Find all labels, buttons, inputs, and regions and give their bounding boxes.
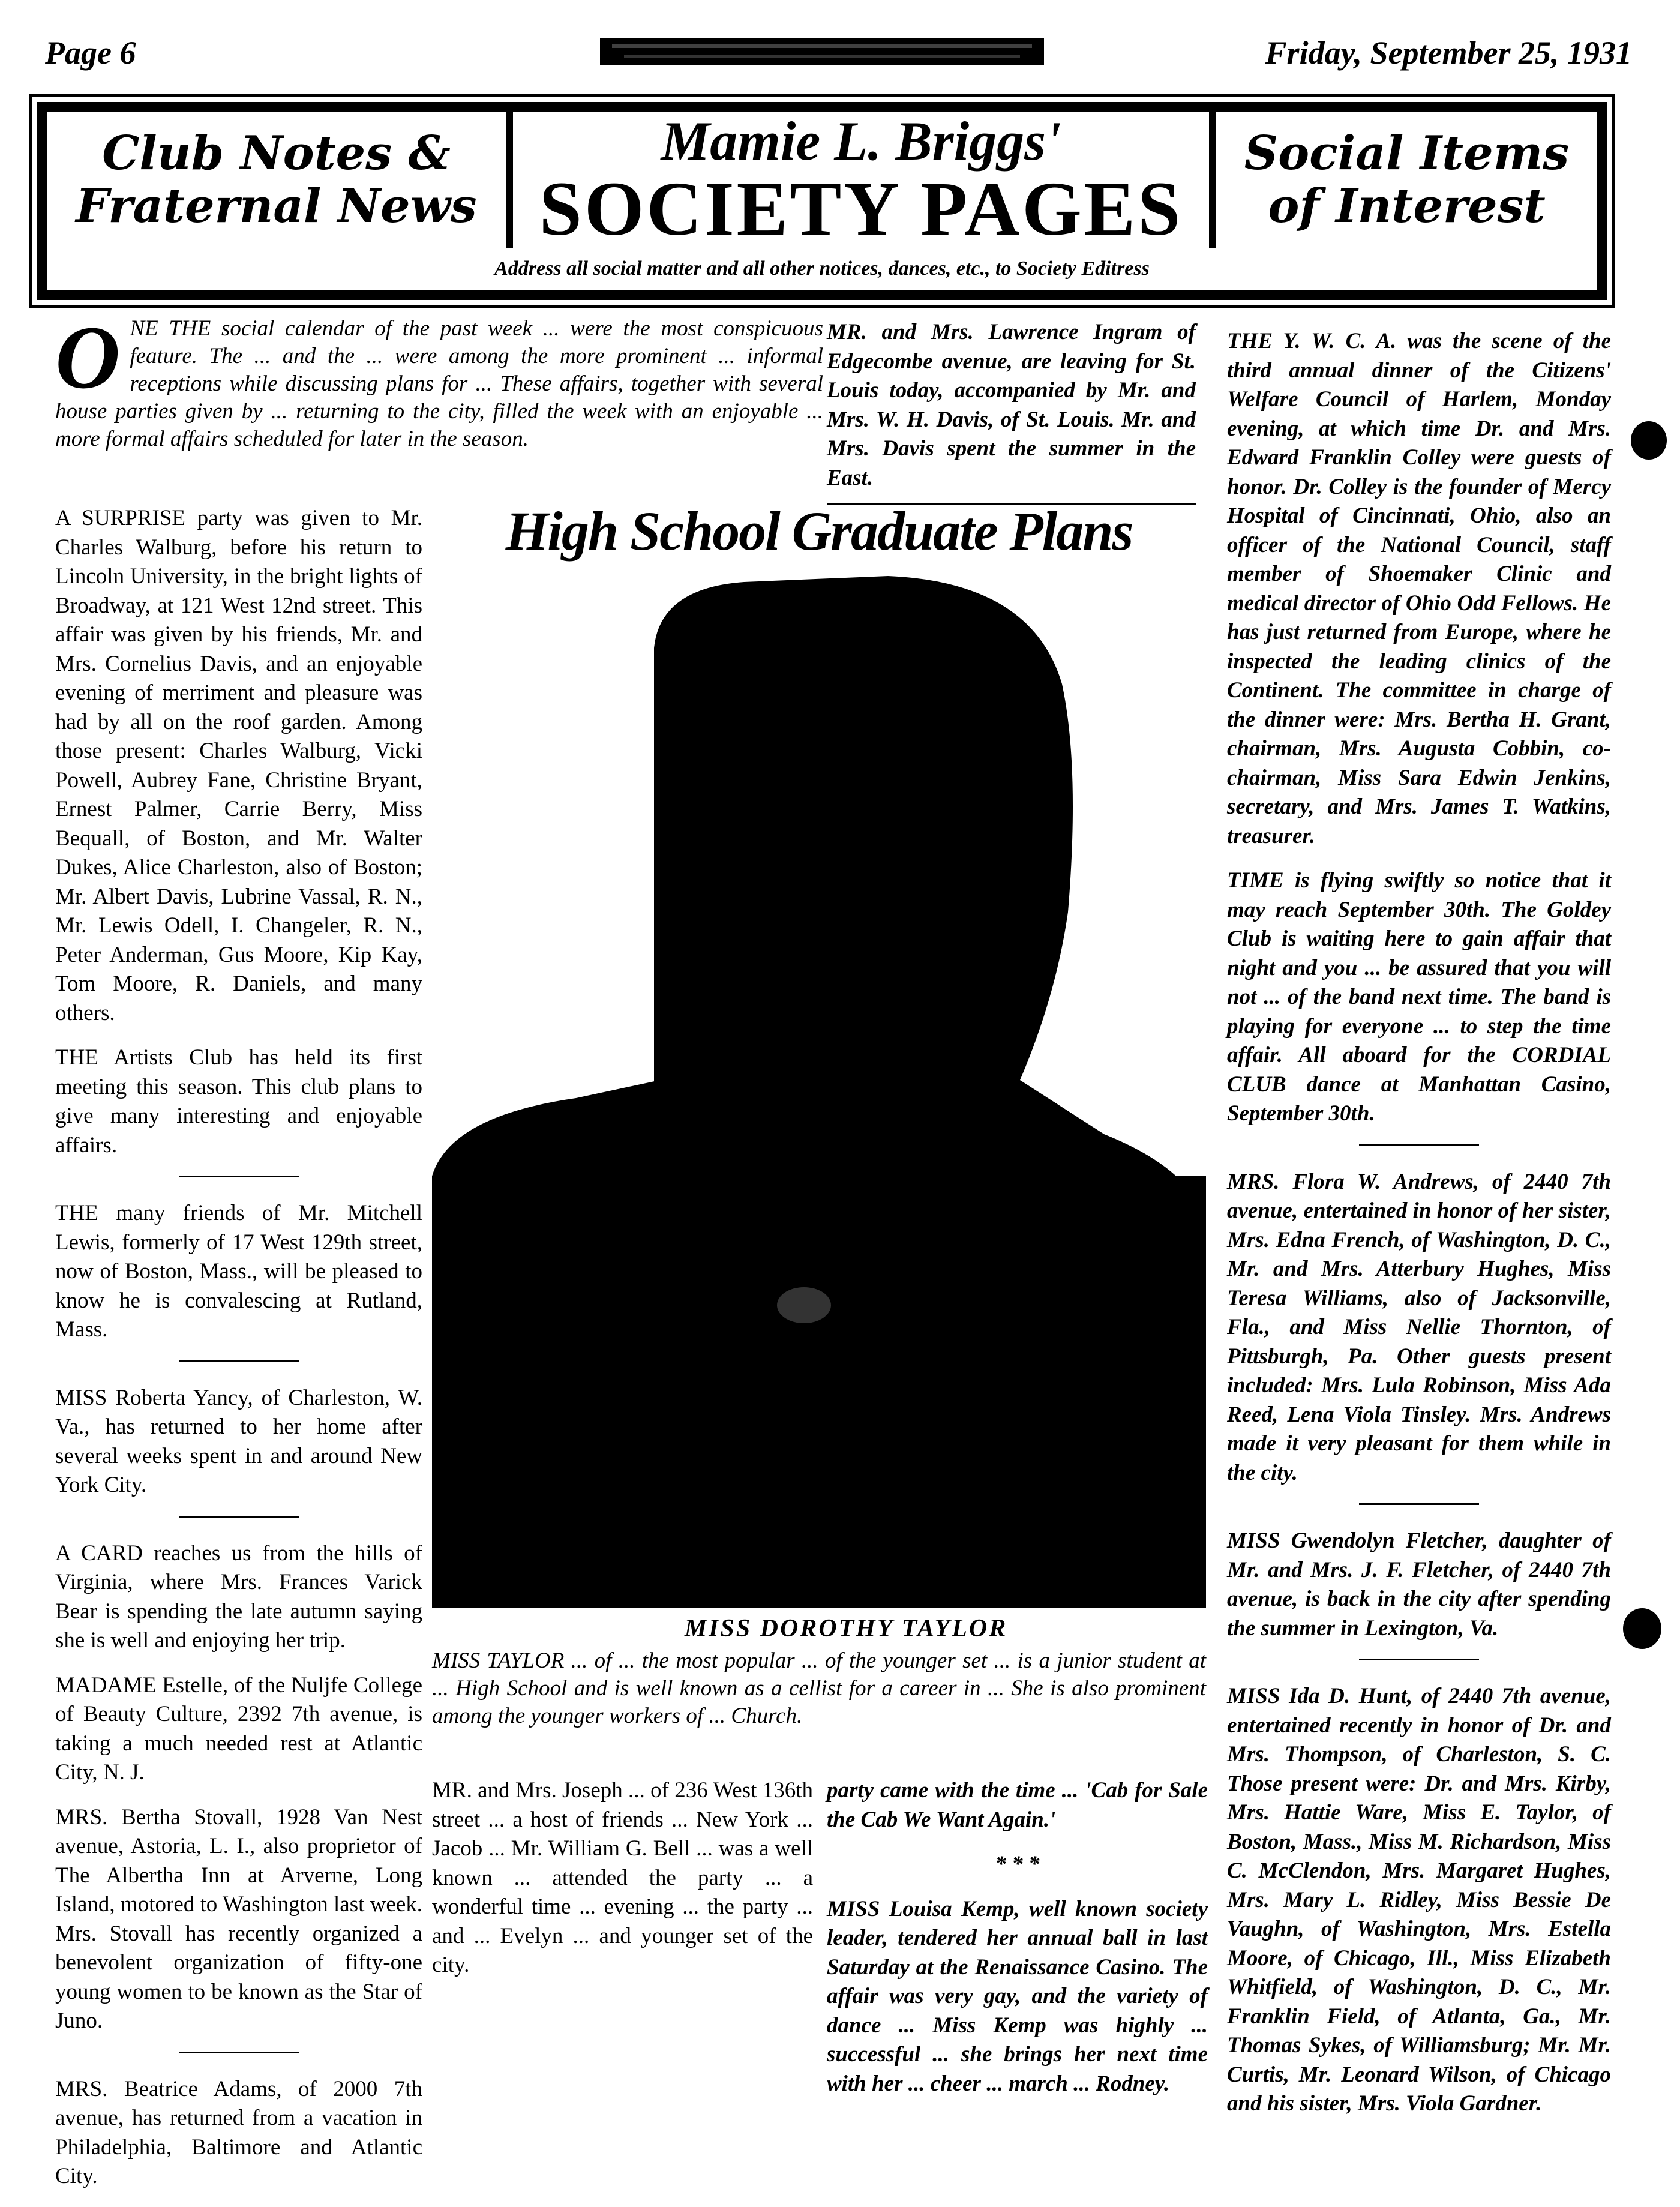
masthead-editor-name: Mamie L. Briggs'	[661, 110, 1061, 172]
punch-hole	[1623, 1608, 1661, 1649]
column-3	[1227, 327, 1611, 2134]
photo-caption-name: MISS DOROTHY TAYLOR	[684, 1615, 1008, 1642]
masthead-left-panel	[47, 112, 513, 248]
divider	[179, 1360, 299, 1362]
news-item: A SURPRISE party was given to Mr. Charles Walburg, before his return to Lincoln University, in the bright lights of Broadway, at 121 West 12nd street. This affair was given by his friends, Mr. and Mrs. Cornelius Davis, and an enjoyable evening of merriment and pleasure was had by all on the roof garden. Among those present: Charles Walburg, Vicki Powell, Aubrey Fane, Christine Bryant, Ernest Palmer, Carrie Berry, Miss Bequall, of Boston, and Mr. Walter Dukes, Alice Charleston, also of Boston; Mr. Albert Davis, Lubrine Vassal, R. N., Mr. Lewis Odell, I. Changeler, R. N., Peter Anderman, Gus Moore, Kip Kay, Tom Moore, R. Daniels, and many others.	[55, 506, 422, 1025]
section-separator: * * *	[995, 1852, 1040, 1876]
news-item: MRS. Bertha Stovall, 1928 Van Nest avenue, Astoria, L. I., also proprietor of The Albertha Inn at Arverne, Long Island, motored to Washington last week. Mrs. Stovall has recently organized a benevolent organization of fifty-one young women to be known as the Star of Juno.	[55, 1804, 422, 2033]
nameplate-logo-icon	[600, 35, 1044, 68]
news-item: MADAME Estelle, of the Nuljfe College of Beauty Culture, 2392 7th avenue, is taking a much needed rest at Atlantic City, N. J.	[55, 1672, 422, 1785]
divider	[179, 1176, 299, 1177]
lead-text: NE THE social calendar of the past week ... were the most conspicuous feature. The ... and the ... were among the more prominent ... informal receptions while discussing plans for ... These affairs, together with several house parties given by ... returning to the city, filled the week with an enjoyable ... more formal affairs scheduled for later in the season.	[55, 316, 823, 451]
news-item: THE Artists Club has held its first meeting this season. This club plans to give many interesting and enjoyable affairs.	[55, 1045, 422, 1158]
news-item: MISS Louisa Kemp, well known society leader, tendered her annual ball in last Saturday at the Renaissance Casino. The affair was very gay, and the variety of dance ... Miss Kemp was highly ... successful ... she brings her next time with her ... cheer ... march ... Rodney.	[827, 1896, 1208, 2096]
masthead-center-panel	[513, 110, 1216, 251]
divider	[179, 2052, 299, 2053]
lead-paragraph	[55, 308, 823, 453]
column-2-bottom-right	[827, 1776, 1208, 2114]
page-number: Page 6	[45, 35, 136, 71]
divider	[1359, 1503, 1479, 1505]
news-item: MR. and Mrs. Joseph ... of 236 West 136th street ... a host of friends ... New York ... Jacob ... Mr. William G. Bell ... was a well known ... attended the party ... a wonderful time ... evening ... the party ... and ... Evelyn ... and younger set of the city.	[432, 1778, 813, 1977]
masthead-club-notes: Club Notes &	[102, 126, 451, 181]
masthead-title: SOCIETY PAGES	[539, 166, 1183, 251]
news-item: THE Y. W. C. A. was the scene of the third annual dinner of the Citizens' Welfare Council of Harlem, Monday evening, at which time Dr. and Mrs. Edward Franklin Colley were guests of honor. Dr. Colley is the founder of Mercy Hospital of Cincinnati, Ohio, also an officer of the National Council, staff member of Shoemaker Clinic and medical director of Ohio Odd Fellows. He has just returned from Europe, where he inspected the leading clinics of the Continent. The committee in charge of the dinner were: Mrs. Bertha H. Grant, chairman, Mrs. Augusta Cobbin, co-chairman, Miss Sara Edwin Jenkins, secretary, and Mrs. James T. Watkins, treasurer.	[1227, 329, 1611, 848]
news-item: THE many friends of Mr. Mitchell Lewis, formerly of 17 West 129th street, now of Boston, Mass., will be pleased to know he is convalescing at Rutland, Mass.	[55, 1201, 422, 1342]
drop-cap: O	[55, 308, 121, 407]
news-item: party came with the time ... 'Cab for Sale the Cab We Want Again.'	[827, 1778, 1208, 1832]
column-2-bottom-left	[432, 1776, 813, 1996]
divider	[179, 1516, 299, 1518]
news-item: MR. and Mrs. Lawrence Ingram of Edgecombe avenue, are leaving for St. Louis today, accompanied by Mr. and Mrs. W. H. Davis, of St. Louis. Mr. and Mrs. Davis spent the summer in the East.	[827, 320, 1196, 490]
column-1	[55, 504, 422, 2207]
news-item: MISS Ida D. Hunt, of 2440 7th avenue, entertained recently in honor of Dr. and Mrs. Thompson, of Charleston, S. C. Those present were: Dr. and Mrs. Kirby, Mrs. Hattie Ware, Miss E. Taylor, of Boston, Mass., Miss M. Richardson, Miss C. McClendon, Mrs. Margaret Hughes, Mrs. Mary L. Ridley, Miss Bessie De Vaughn, of Washington, Mrs. Estella Moore, of Chicago, Ill., Miss Elizabeth Whitfield, of Washington, D. C., Mr. Franklin Field, of Atlanta, Ga., Mr. Thomas Sykes, of Williamsburg; Mr. Mr. Curtis, Mr. Leonard Wilson, of Chicago and his sister, Mrs. Viola Gardner.	[1227, 1684, 1611, 2116]
portrait-photo	[432, 576, 1206, 1608]
punch-hole	[1631, 421, 1667, 460]
news-item: TIME is flying swiftly so notice that it may reach September 30th. The Goldey Club is waiting here to gain affair that night and you ... be assured that you will not ... of the band next time. The band is playing for everyone ... to step the time affair. All aboard for the CORDIAL CLUB dance at Manhattan Casino, September 30th.	[1227, 868, 1611, 1126]
masthead-right-panel	[1216, 112, 1597, 248]
feature-headline: High School Graduate Plans	[505, 500, 1133, 562]
column-2-top	[827, 318, 1196, 508]
news-item: MRS. Flora W. Andrews, of 2440 7th avenue, entertained in honor of her sister, Mrs. Edna French, of Washington, D. C., Mr. and Mrs. Atterbury Hughes, Miss Teresa Williams, also of Jacksonville, Fla., and Miss Nellie Thornton, of Pittsburgh, Pa. Other guests present included: Mrs. Lula Robinson, Miss Ada Reed, Lena Viola Tinsley. Mrs. Andrews made it very pleasant for them while in the city.	[1227, 1169, 1611, 1485]
photo-caption: MISS TAYLOR ... of ... the most popular ... of the younger set ... is a junior student at ... High School and is well known as a cellist for a career in ... She is also prominent among the younger workers of ... Church.	[432, 1648, 1206, 1728]
divider	[1359, 1659, 1479, 1660]
newspaper-nameplate-logo	[600, 35, 1044, 76]
masthead-fraternal-news: Fraternal News	[76, 179, 477, 233]
masthead-of-interest: of Interest	[1268, 179, 1546, 233]
news-item: MISS Gwendolyn Fletcher, daughter of Mr. and Mrs. J. F. Fletcher, of 2440 7th avenue, is back in the city after spending the summer in Lexington, Va.	[1227, 1528, 1611, 1641]
divider	[1359, 1144, 1479, 1146]
masthead-address-line: Address all social matter and all other notices, dances, etc., to Society Editress	[494, 257, 1150, 280]
issue-date: Friday, September 25, 1931	[1265, 35, 1632, 71]
news-item: MISS Roberta Yancy, of Charleston, W. Va., has returned to her home after several weeks spent in and around New York City.	[55, 1385, 422, 1497]
portrait-silhouette-icon	[432, 576, 1206, 1608]
news-item: A CARD reaches us from the hills of Virginia, where Mrs. Frances Varick Bear is spending the late autumn saying she is well and enjoying her trip.	[55, 1540, 422, 1653]
masthead-social-items: Social Items	[1244, 126, 1570, 181]
society-pages-masthead	[37, 102, 1607, 300]
news-item: MRS. Beatrice Adams, of 2000 7th avenue, has returned from a vacation in Philadelphia, Baltimore and Atlantic City.	[55, 2076, 422, 2188]
